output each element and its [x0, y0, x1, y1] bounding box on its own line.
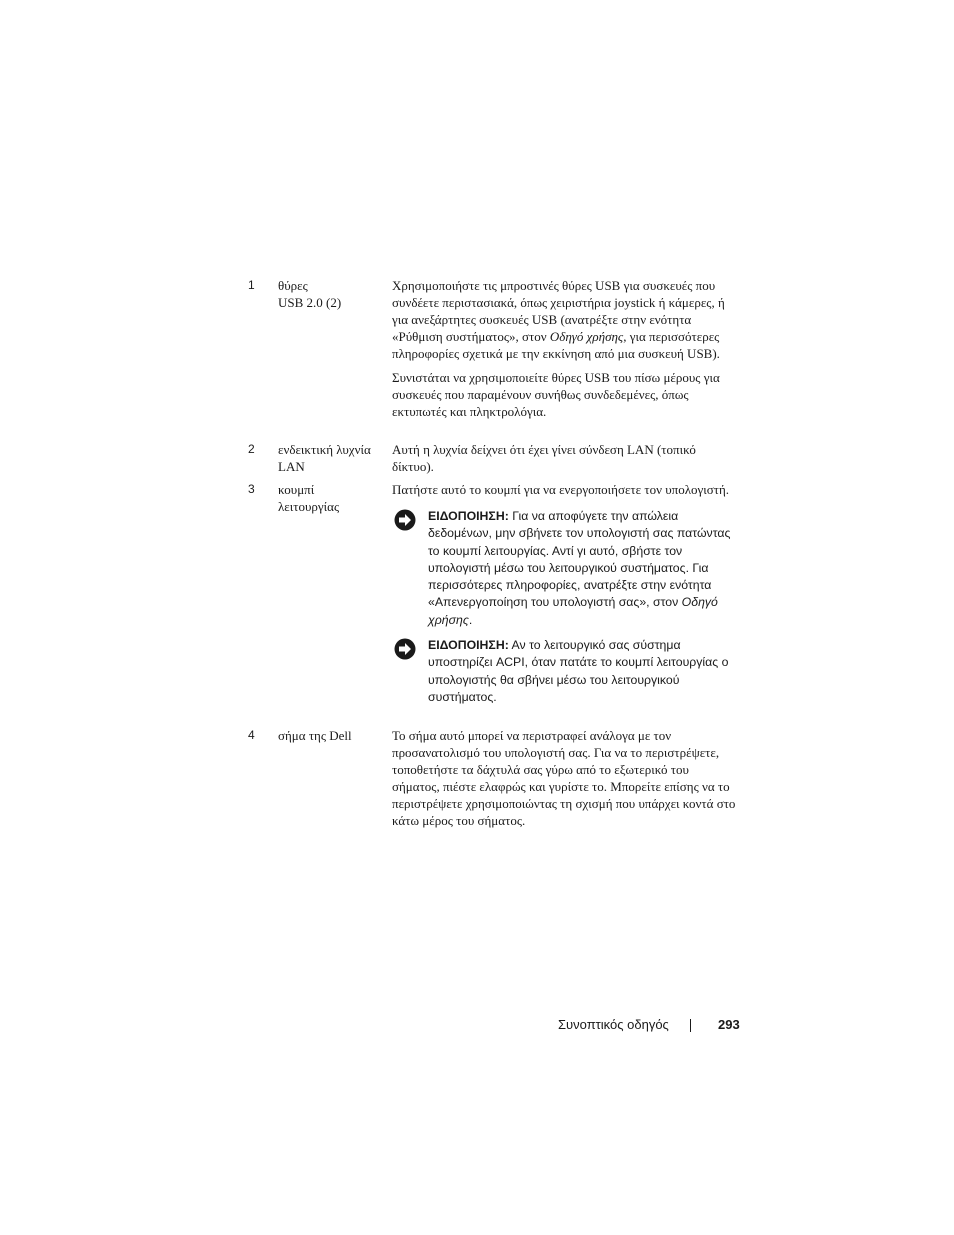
component-name — [278, 481, 386, 515]
notice-block — [392, 637, 737, 706]
notice-label: ΕΙΔΟΠΟΙΗΣΗ: — [428, 638, 509, 653]
component-name — [278, 277, 386, 311]
notice-text: . — [468, 612, 473, 627]
component-description — [392, 277, 737, 420]
notice-arrow-icon — [394, 509, 416, 531]
component-name-line: ενδεικτική λυχνία — [278, 442, 371, 457]
component-name-line: θύρες — [278, 278, 308, 293]
row-number: 1 — [248, 278, 255, 292]
description-paragraph: Το σήμα αυτό μπορεί να περιστραφεί ανάλογα με τον προσανατολισμό του υπολογιστή σας. Για να το περιστρέψετε, τοποθετήστε τα δάχτυλά σας γύρω από το εξωτερικό του σήματος, πιέστε ελαφρώς και γυρίστε το. Μπορείτε επίσης να το περιστρέψετε χρησιμοποιώντας τη σχισμή που υπάρχει κοντά στο κάτω μέρος του σήματος. — [392, 728, 736, 828]
component-name-line: σήμα της Dell — [278, 728, 352, 743]
footer-title: Συνοπτικός οδηγός — [558, 1017, 669, 1032]
footer-separator — [690, 1019, 691, 1032]
description-text: , για περισσότερες πληροφορίες σχετικά με την εκκίνηση από μια συσκευή USB). — [392, 329, 720, 361]
notice-block — [392, 508, 737, 629]
component-name — [278, 727, 386, 744]
description-paragraph — [392, 277, 737, 362]
guide-reference: Οδηγό χρήσης — [428, 595, 718, 627]
description-paragraph: Πατήστε αυτό το κουμπί για να ενεργοποιήσετε τον υπολογιστή. — [392, 482, 730, 497]
component-name-line: κουμπί — [278, 482, 315, 497]
component-description — [392, 481, 737, 706]
description-paragraph: Αυτή η λυχνία δείχνει ότι έχει γίνει σύνδεση LAN (τοπικό δίκτυο). — [392, 442, 696, 474]
notice-arrow-icon — [394, 638, 416, 660]
component-name-line: λειτουργίας — [278, 499, 340, 514]
component-name-line: USB 2.0 (2) — [278, 295, 342, 310]
notice-text: Για να αποφύγετε την απώλεια δεδομένων, μην σβήνετε τον υπολογιστή σας πατώντας το κουμπί λειτουργίας. Αντί γι αυτό, σβήστε τον υπολογιστή μέσω του λειτουργικού συστήματος. Για περισσότερες πληροφορίες, ανατρέξτε στην ενότητα «Απενεργοποίηση του υπολογιστή σας», στον — [428, 509, 731, 610]
guide-reference: Οδηγό χρήσης — [549, 329, 624, 344]
component-name — [278, 441, 386, 475]
component-description — [392, 727, 737, 829]
page-number: 293 — [718, 1017, 740, 1032]
row-number: 2 — [248, 442, 255, 456]
notice-label: ΕΙΔΟΠΟΙΗΣΗ: — [428, 509, 509, 523]
notice-text: Αν το λειτουργικό σας σύστημα υποστηρίζει ACPI, όταν πατάτε το κουμπί λειτουργίας ο υπολογιστής θα σβήνει μέσω του λειτουργικού συστήματος. — [428, 638, 729, 704]
row-number: 4 — [248, 728, 255, 742]
row-number: 3 — [248, 482, 255, 496]
component-description — [392, 441, 737, 475]
component-name-line: LAN — [278, 459, 305, 474]
description-text: Χρησιμοποιήστε τις μπροστινές θύρες USB για συσκευές που συνδέετε περιστασιακά, όπως χειριστήρια joystick ή κάμερες, ή για ανεξάρτητες συσκευές USB (ανατρέξτε στην ενότητα «Ρύθμιση συστήματος», στον — [392, 278, 725, 344]
description-paragraph: Συνιστάται να χρησιμοποιείτε θύρες USB του πίσω μέρους για συσκευές που παραμένουν συνήθως συνδεδεμένες, όπως εκτυπωτές και πληκτρολόγια. — [392, 370, 720, 419]
